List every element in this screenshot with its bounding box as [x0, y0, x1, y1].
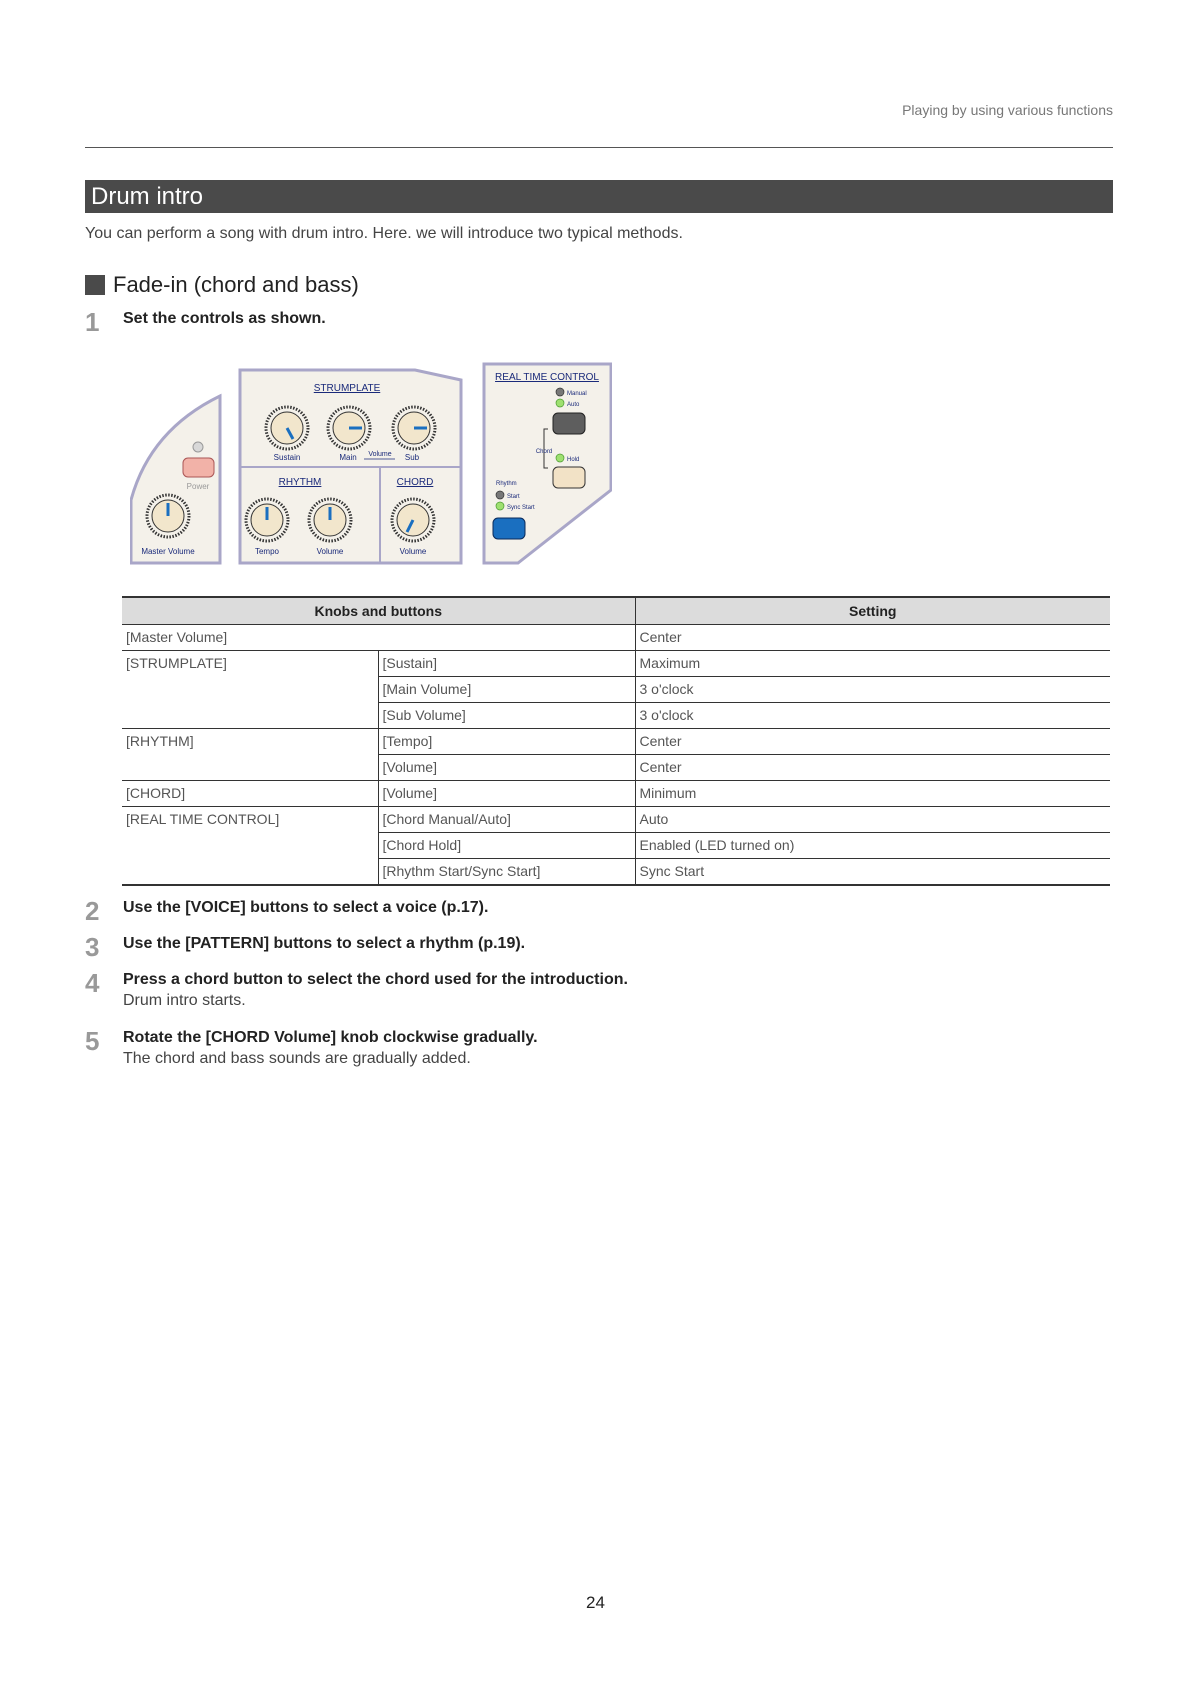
chord-small-label: Chord [535, 449, 553, 455]
step-3 [85, 932, 526, 962]
step-title: Use the [PATTERN] buttons to select a rhythm (p.19). [123, 935, 526, 952]
step-title: Use the [VOICE] buttons to select a voice (p.17). [123, 899, 489, 916]
table-cell-category: [Master Volume] [122, 625, 635, 651]
start-label: Start [507, 494, 520, 500]
strumplate-label: STRUMPLATE [313, 383, 381, 394]
sync-start-led-icon [496, 502, 504, 510]
table-cell-setting: Enabled (LED turned on) [635, 833, 1110, 859]
sustain-knob [266, 407, 308, 449]
running-header: Playing by using various functions [902, 102, 1113, 118]
step-title: Rotate the [CHORD Volume] knob clockwise gradually. [123, 1029, 538, 1046]
rhythm-volume-label: Volume [316, 547, 344, 556]
chord-volume-knob [392, 499, 434, 541]
step-description: Drum intro starts. [123, 992, 246, 1009]
table-cell-item: [Tempo] [378, 729, 635, 755]
manual-led-icon [556, 388, 564, 396]
table-cell-item: [Volume] [378, 781, 635, 807]
main-label: Main [339, 453, 357, 462]
sub-volume-knob [393, 407, 435, 449]
step-number: 3 [85, 932, 100, 962]
table-row [122, 859, 1110, 886]
tempo-label: Tempo [254, 547, 280, 556]
step-number: 1 [85, 307, 100, 337]
step-5 [85, 1026, 538, 1068]
chord-label: CHORD [396, 477, 434, 488]
table-cell-category: [CHORD] [122, 781, 378, 807]
table-cell-item: [Chord Hold] [378, 833, 635, 859]
start-led-icon [496, 491, 504, 499]
rtc-label: REAL TIME CONTROL [495, 372, 599, 383]
table-cell-category [122, 859, 378, 886]
control-panel-illustration [130, 360, 612, 565]
table-cell-setting: Minimum [635, 781, 1110, 807]
hold-label: Hold [567, 457, 580, 463]
chord-manual-auto-button [553, 413, 585, 434]
table-row [122, 651, 1110, 677]
chord-volume-label: Volume [399, 547, 427, 556]
auto-led-icon [556, 399, 564, 407]
subsection-title: Fade-in (chord and bass) [113, 272, 359, 297]
table-cell-item: [Rhythm Start/Sync Start] [378, 859, 635, 886]
table-row [122, 703, 1110, 729]
power-button [183, 458, 214, 477]
table-row [122, 833, 1110, 859]
table-cell-category [122, 755, 378, 781]
step-1 [85, 307, 326, 337]
auto-label: Auto [567, 402, 580, 408]
section-title: Drum intro [85, 180, 1113, 213]
table-cell-setting: Center [635, 755, 1110, 781]
table-cell-item: [Main Volume] [378, 677, 635, 703]
rhythm-start-button [493, 518, 525, 539]
table-row [122, 807, 1110, 833]
table-cell-category [122, 833, 378, 859]
table-cell-category: [STRUMPLATE] [126, 655, 227, 671]
sync-start-label: Sync Start [507, 505, 535, 511]
subsection-heading [85, 272, 359, 298]
page-number: 24 [586, 1593, 605, 1612]
table-cell-setting: 3 o'clock [635, 677, 1110, 703]
table-row [122, 729, 1110, 755]
master-volume-label: Master Volume [141, 547, 195, 556]
table-cell-setting: 3 o'clock [635, 703, 1110, 729]
chord-hold-button [553, 467, 585, 488]
table-cell-setting: Maximum [635, 651, 1110, 677]
manual-label: Manual [567, 391, 587, 397]
table-row [122, 625, 1110, 651]
header-rule [85, 147, 1113, 148]
step-description: The chord and bass sounds are gradually added. [123, 1050, 471, 1067]
step-title: Press a chord button to select the chord used for the introduction. [123, 971, 628, 988]
step-number: 5 [85, 1026, 100, 1056]
settings-table [122, 596, 1110, 886]
header-setting: Setting [635, 597, 1110, 625]
table-row [122, 755, 1110, 781]
table-cell-item: [Volume] [378, 755, 635, 781]
table-row [122, 781, 1110, 807]
power-led-icon [193, 442, 203, 452]
sub-label: Sub [404, 453, 420, 462]
table-cell-category [122, 677, 378, 703]
tempo-knob [246, 499, 288, 541]
sustain-label: Sustain [273, 453, 301, 462]
table-cell-item: [Sub Volume] [378, 703, 635, 729]
hold-led-icon [556, 454, 564, 462]
master-volume-knob [147, 495, 189, 537]
power-label: Power [186, 482, 210, 491]
table-cell-category: [REAL TIME CONTROL] [126, 811, 280, 827]
rhythm-label: RHYTHM [278, 477, 322, 488]
table-cell-setting: Center [635, 625, 1110, 651]
table-cell-item: [Chord Manual/Auto] [378, 807, 635, 833]
volume-label: Volume [368, 451, 392, 458]
rhythm-small-label: Rhythm [496, 481, 517, 487]
step-4 [85, 968, 628, 1010]
rhythm-volume-knob [309, 499, 351, 541]
left-panel [131, 396, 220, 563]
table-cell-setting: Auto [635, 807, 1110, 833]
main-volume-knob [328, 407, 370, 449]
table-cell-setting: Center [635, 729, 1110, 755]
table-cell-item: [Sustain] [378, 651, 635, 677]
table-row [122, 677, 1110, 703]
step-number: 2 [85, 896, 100, 926]
table-cell-setting: Sync Start [635, 859, 1110, 886]
table-cell-category [122, 703, 378, 729]
step-2 [85, 896, 489, 926]
step-number: 4 [85, 968, 100, 998]
header-controls: Knobs and buttons [122, 597, 635, 625]
table-cell-category: [RHYTHM] [126, 733, 194, 749]
step-title: Set the controls as shown. [123, 310, 326, 327]
section-intro: You can perform a song with drum intro. Here. we will introduce two typical methods. [85, 225, 683, 242]
square-bullet-icon [85, 275, 105, 295]
